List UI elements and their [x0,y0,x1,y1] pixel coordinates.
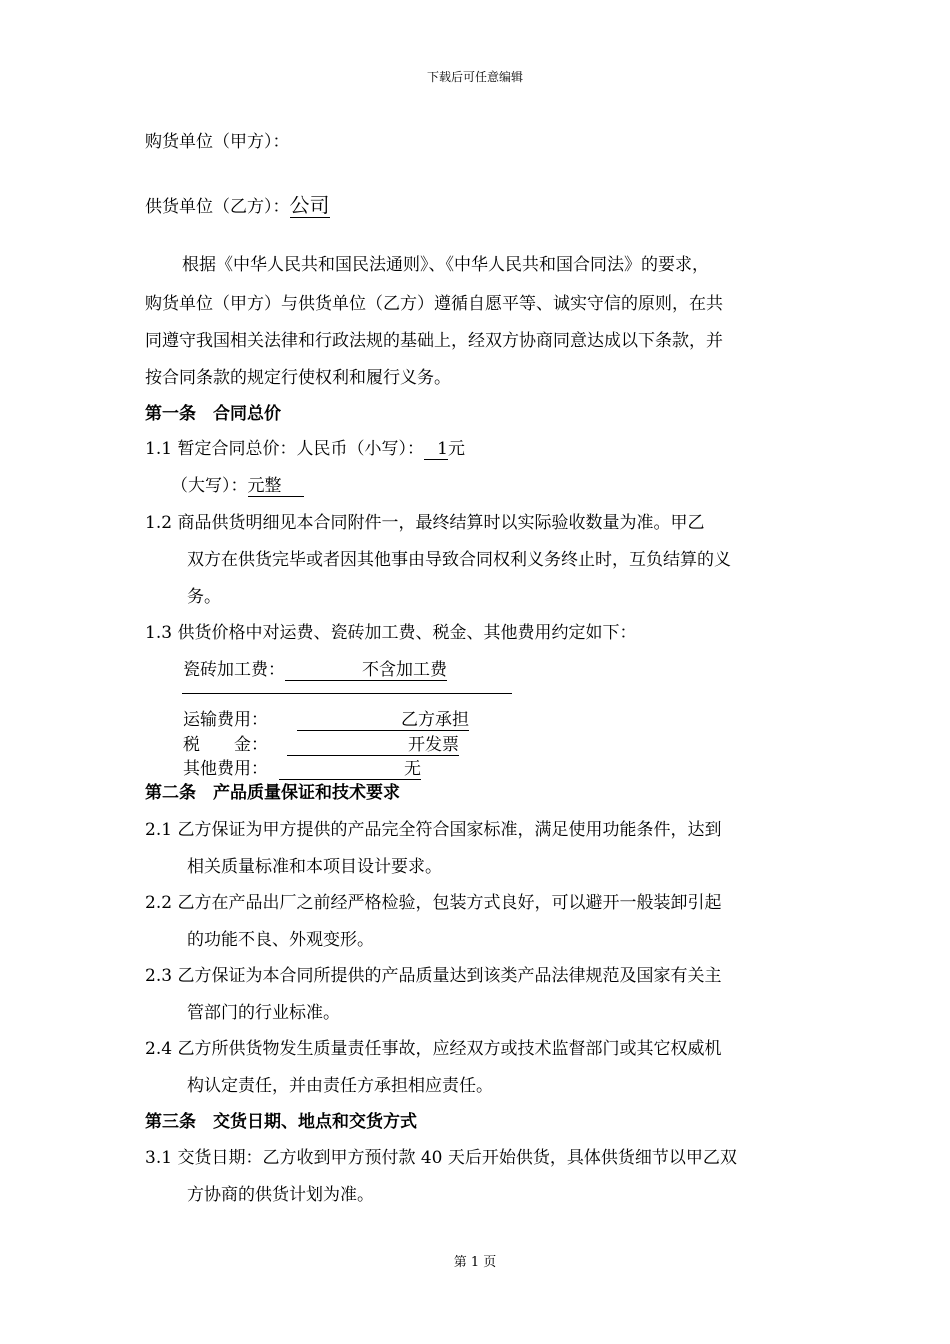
article-3-title: 第三条 交货日期、地点和交货方式 [145,1112,417,1132]
clause-1-1 [145,434,465,460]
clause-3-1-line-2: 方协商的供货计划为准。 [187,1185,374,1205]
intro-line-2: 购货单位（甲方）与供货单位（乙方）遵循自愿平等、诚实守信的原则，在共 [145,294,723,314]
fee-transport [183,705,469,731]
clause-1-1-uppercase [171,471,304,497]
fee-transport-label: 运输费用： [183,710,268,730]
party-b-label: 供货单位（乙方）： [145,197,290,217]
fee-other [183,754,421,780]
clause-2-1-line-1: 2.1 乙方保证为甲方提供的产品完全符合国家标准，满足使用功能条件，达到 [145,820,722,840]
fee-transport-value: 乙方承担 [297,710,469,731]
total-price-uppercase: 元整 [248,476,304,497]
clause-2-4-line-2: 构认定责任，并由责任方承担相应责任。 [187,1076,493,1096]
clause-2-3-line-1: 2.3 乙方保证为本合同所提供的产品质量达到该类产品法律规范及国家有关主 [145,966,722,986]
fee-divider-line [182,693,512,694]
intro-line-4: 按合同条款的规定行使权利和履行义务。 [145,368,451,388]
fee-other-value: 无 [279,759,421,780]
total-price-small: 1 [424,439,448,460]
article-1-title: 第一条 合同总价 [145,404,281,424]
intro-line-1: 根据《中华人民共和国民法通则》、《中华人民共和国合同法》的要求， [182,255,709,275]
fee-tax [183,730,459,756]
fee-tax-label: 税 金： [183,735,268,755]
party-b-line [145,189,330,218]
uppercase-label: （大写）： [171,476,248,496]
party-b-value: 公司 [289,193,330,217]
clause-2-2-line-2: 的功能不良、外观变形。 [187,930,374,950]
clause-1-3: 1.3 供货价格中对运费、瓷砖加工费、税金、其他费用约定如下： [145,623,637,643]
clause-2-2-line-1: 2.2 乙方在产品出厂之前经严格检验，包装方式良好，可以避开一般装卸引起 [145,893,722,913]
total-price-unit: 元 [447,439,465,459]
clause-3-1-line-1: 3.1 交货日期：乙方收到甲方预付款 40 天后开始供货，具体供货细节以甲乙双 [145,1148,737,1168]
page-header: 下载后可任意编辑 [426,70,523,84]
clause-1-1-label: 1.1 暂定合同总价：人民币（小写）： [145,439,424,459]
fee-processing-label: 瓷砖加工费： [183,660,285,680]
page-number: 第 1 页 [453,1255,497,1270]
fee-processing [183,655,447,681]
fee-tax-value: 开发票 [287,735,459,756]
fee-processing-value: 不含加工费 [285,660,447,681]
fee-other-label: 其他费用： [183,759,268,779]
clause-1-2-line-3: 务。 [187,587,221,607]
clause-2-4-line-1: 2.4 乙方所供货物发生质量责任事故，应经双方或技术监督部门或其它权威机 [145,1039,722,1059]
clause-1-2-line-1: 1.2 商品供货明细见本合同附件一，最终结算时以实际验收数量为准。甲乙 [145,513,705,533]
clause-2-3-line-2: 管部门的行业标准。 [187,1003,340,1023]
clause-1-2-line-2: 双方在供货完毕或者因其他事由导致合同权利义务终止时，互负结算的义 [187,550,731,570]
clause-2-1-line-2: 相关质量标准和本项目设计要求。 [187,857,442,877]
article-2-title: 第二条 产品质量保证和技术要求 [145,783,400,803]
party-a-line: 购货单位（甲方）： [145,132,290,152]
intro-line-3: 同遵守我国相关法律和行政法规的基础上，经双方协商同意达成以下条款，并 [145,331,723,351]
